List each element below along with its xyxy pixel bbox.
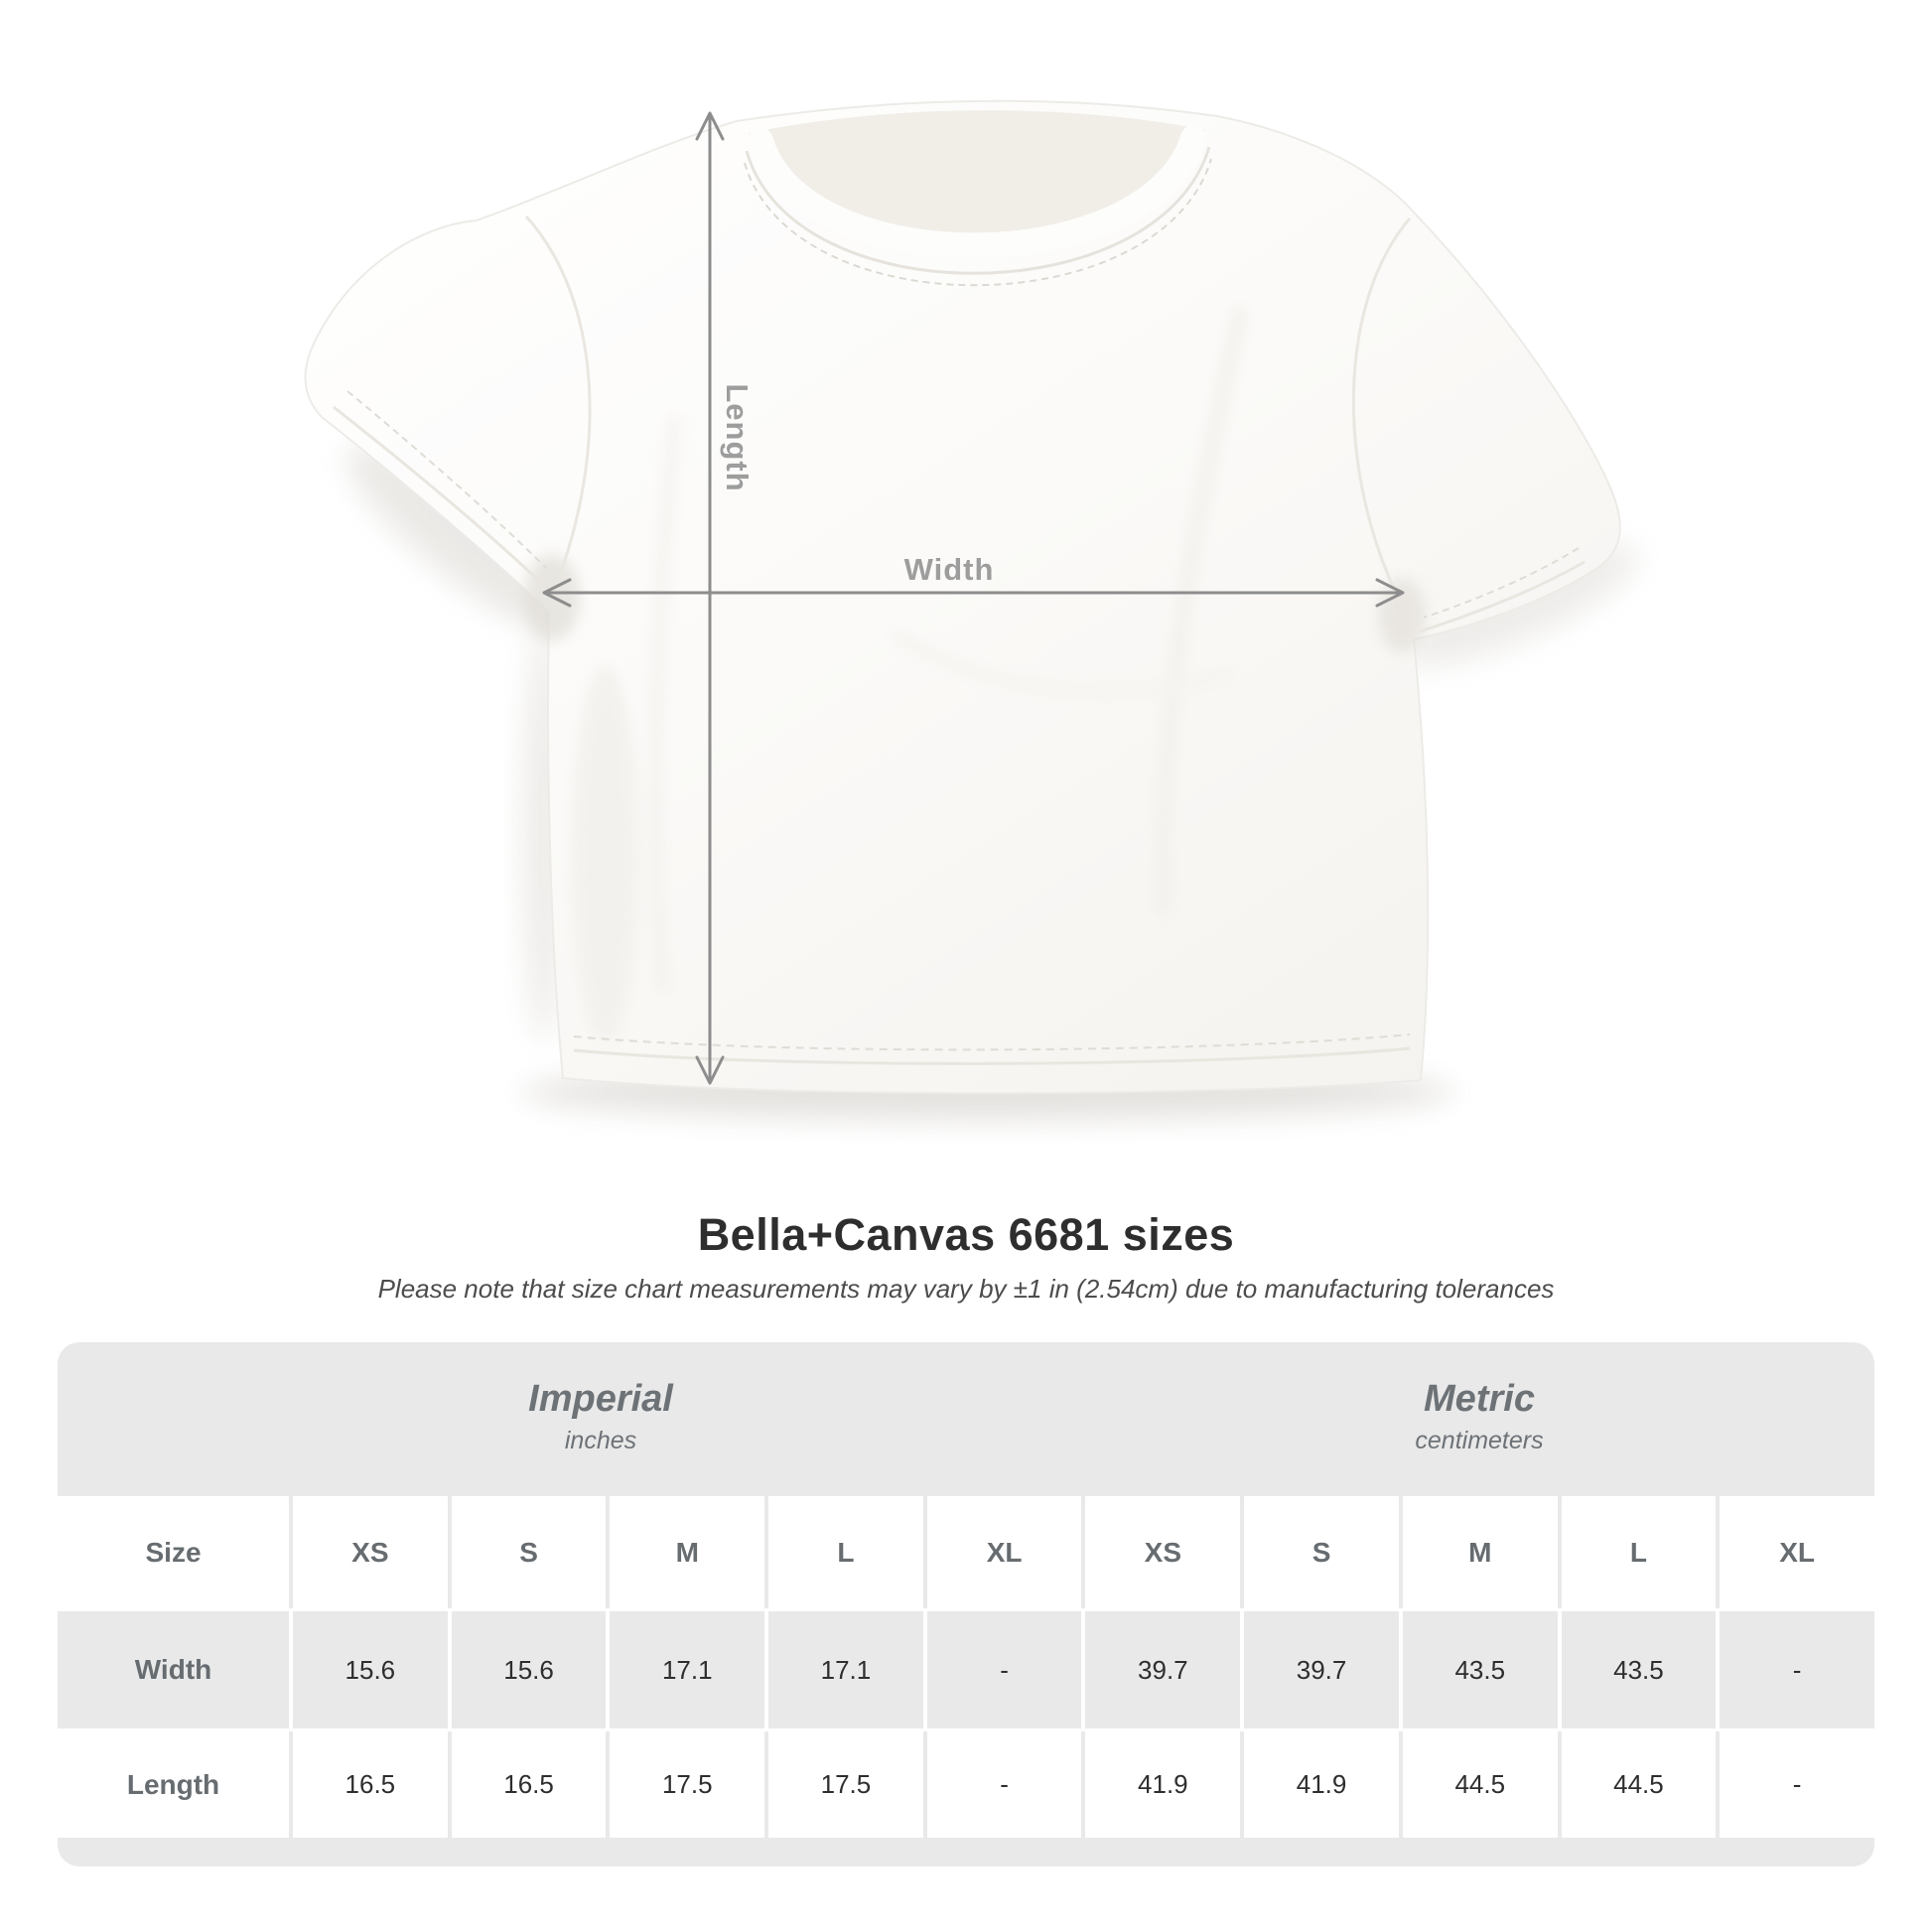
table-cell: 44.5 bbox=[1562, 1731, 1717, 1838]
column-header-imperial-xl: XL bbox=[927, 1496, 1082, 1608]
size-table bbox=[58, 1342, 1874, 1866]
imperial-unit-label: inches bbox=[564, 1427, 637, 1454]
table-cell: 16.5 bbox=[293, 1731, 448, 1838]
table-cell: 39.7 bbox=[1244, 1611, 1399, 1728]
table-cell: 15.6 bbox=[293, 1611, 448, 1728]
tolerance-note: Please note that size chart measurements may vary by ±1 in (2.54cm) due to manufacturing tolerances bbox=[377, 1274, 1555, 1304]
table-cell: 17.5 bbox=[768, 1731, 923, 1838]
table-cell: - bbox=[1720, 1611, 1874, 1728]
column-header-metric-xs: XS bbox=[1085, 1496, 1240, 1608]
table-cell: 41.9 bbox=[1085, 1731, 1240, 1838]
table-cell: - bbox=[927, 1731, 1082, 1838]
column-header-imperial-xs: XS bbox=[293, 1496, 448, 1608]
length-row bbox=[58, 1731, 1874, 1838]
table-cell: 17.5 bbox=[610, 1731, 764, 1838]
column-header-imperial-l: L bbox=[768, 1496, 923, 1608]
table-cell: 17.1 bbox=[768, 1611, 923, 1728]
unit-header-row bbox=[58, 1342, 1874, 1496]
table-cell: 39.7 bbox=[1085, 1611, 1240, 1728]
table-cell: 41.9 bbox=[1244, 1731, 1399, 1838]
imperial-label: Imperial bbox=[528, 1378, 673, 1420]
metric-unit-header bbox=[1415, 1376, 1543, 1457]
size-column-header: Size bbox=[58, 1496, 289, 1608]
imperial-unit-header bbox=[528, 1376, 673, 1457]
width-row-label: Width bbox=[58, 1611, 289, 1728]
column-header-metric-l: L bbox=[1562, 1496, 1717, 1608]
table-cell: - bbox=[927, 1611, 1082, 1728]
column-header-imperial-m: M bbox=[610, 1496, 764, 1608]
table-cell: - bbox=[1720, 1731, 1874, 1838]
page-title: Bella+Canvas 6681 sizes bbox=[697, 1209, 1235, 1260]
column-header-imperial-s: S bbox=[452, 1496, 607, 1608]
width-row bbox=[58, 1608, 1874, 1731]
metric-unit-label: centimeters bbox=[1415, 1427, 1544, 1454]
table-cell: 15.6 bbox=[452, 1611, 607, 1728]
column-header-metric-m: M bbox=[1403, 1496, 1558, 1608]
table-cell: 17.1 bbox=[610, 1611, 764, 1728]
column-header-metric-xl: XL bbox=[1720, 1496, 1874, 1608]
size-header-row bbox=[58, 1496, 1874, 1608]
metric-label: Metric bbox=[1424, 1378, 1535, 1420]
length-measure-label: Length bbox=[720, 383, 755, 492]
width-measure-label: Width bbox=[903, 552, 995, 587]
column-header-metric-s: S bbox=[1244, 1496, 1399, 1608]
table-cell: 16.5 bbox=[452, 1731, 607, 1838]
length-row-label: Length bbox=[58, 1731, 289, 1838]
table-cell: 44.5 bbox=[1403, 1731, 1558, 1838]
table-cell: 43.5 bbox=[1403, 1611, 1558, 1728]
table-cell: 43.5 bbox=[1562, 1611, 1717, 1728]
